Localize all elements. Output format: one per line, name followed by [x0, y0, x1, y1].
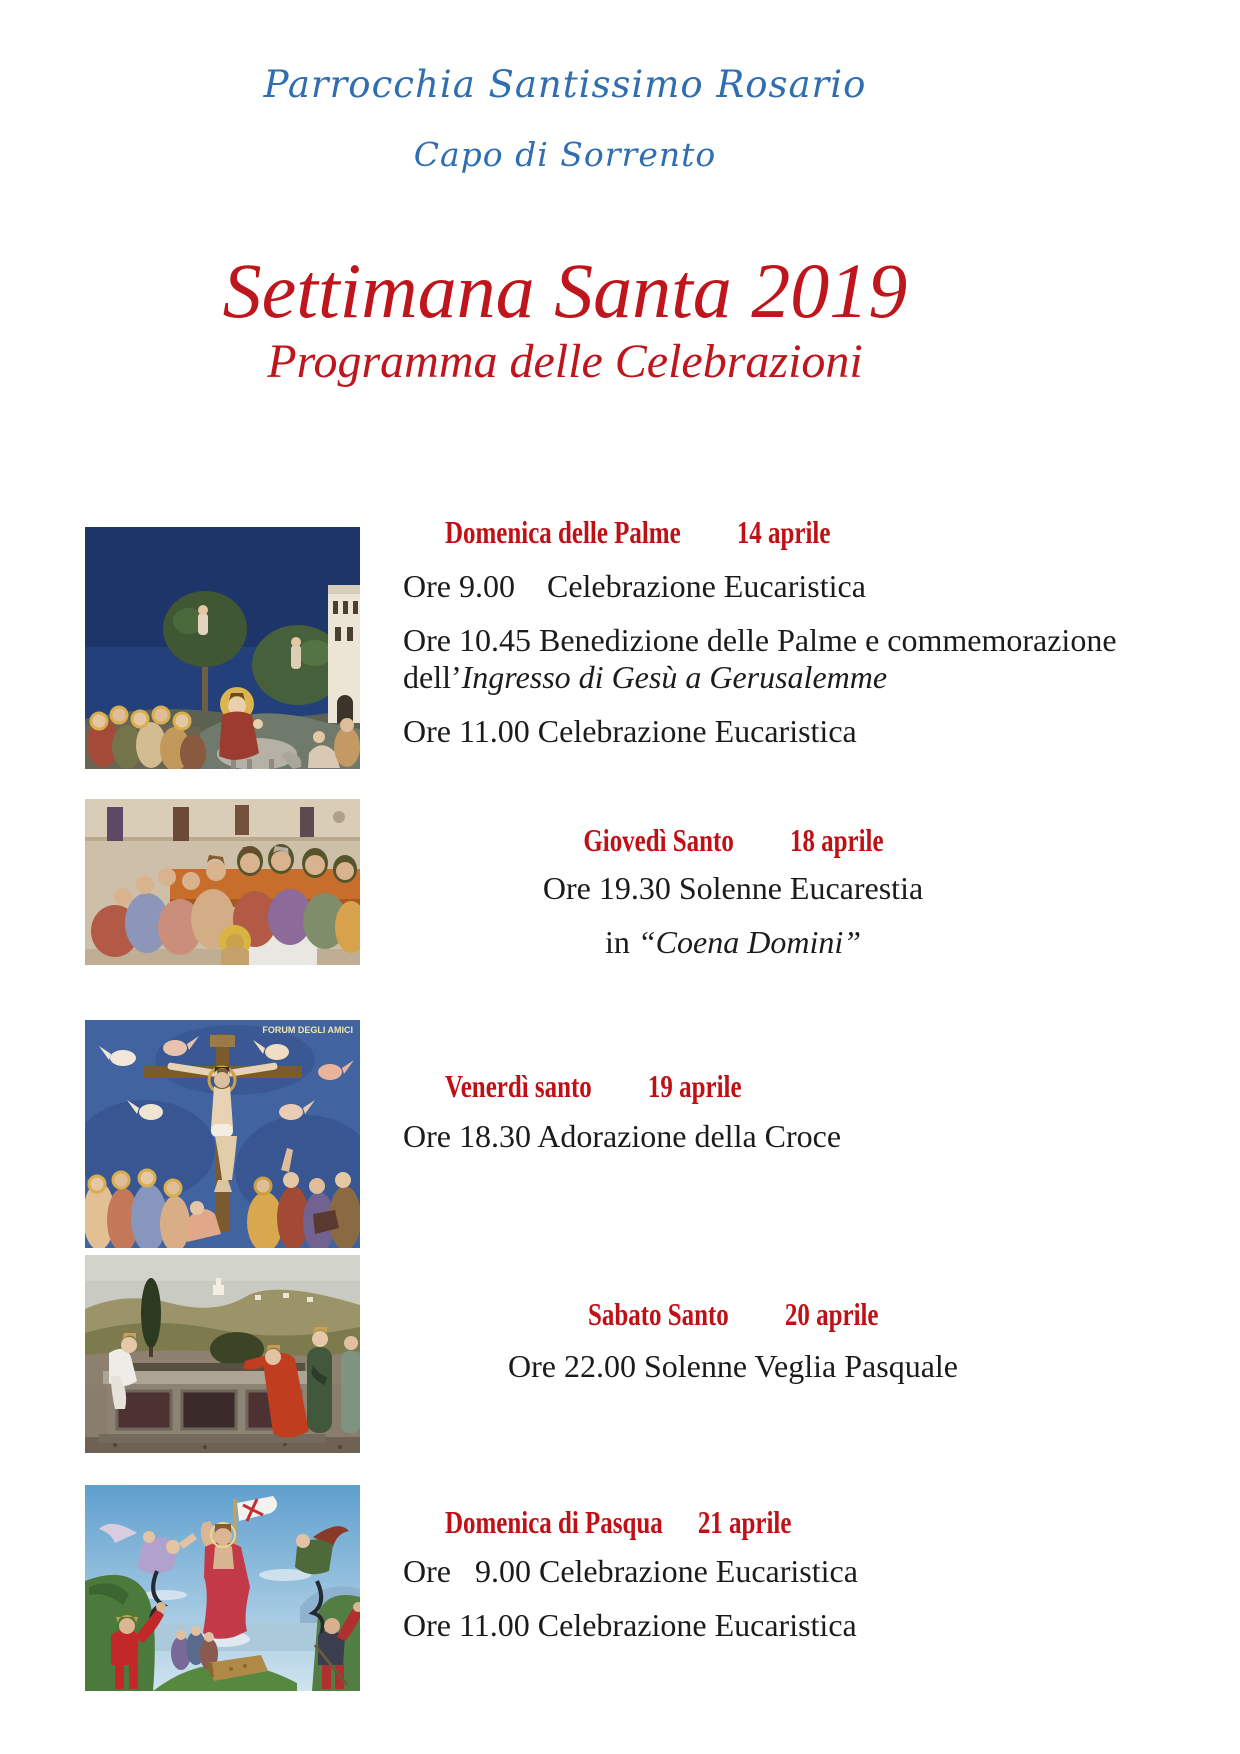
- day-label: Venerdì santo: [445, 1068, 592, 1104]
- schedule-line: in “Coena Domini”: [604, 924, 862, 960]
- page-subtitle: Programma delle Celebrazioni: [267, 335, 863, 388]
- section-body: [403, 1348, 1063, 1385]
- section-body: [403, 568, 1203, 750]
- holy-saturday-image: [85, 1255, 360, 1453]
- page-title: Settimana Santa 2019: [222, 247, 908, 334]
- section-heading: [445, 1064, 1203, 1108]
- schedule-line: Ore 10.45 Benedizione delle Palme e commemorazione dell’Ingresso di Gesù a Gerusalemme: [403, 622, 1125, 695]
- date-label: 20 aprile: [784, 1296, 879, 1332]
- date-label: 14 aprile: [736, 514, 831, 550]
- section-heading: [403, 818, 1063, 862]
- day-label: Domenica di Pasqua: [445, 1504, 663, 1540]
- date-label: 18 aprile: [789, 822, 884, 858]
- schedule-line: Ore 11.00 Celebrazione Eucaristica: [403, 713, 857, 749]
- crucifixion-fresco: [85, 1020, 360, 1248]
- schedule-line: Ore 9.00 Celebrazione Eucaristica: [403, 568, 866, 604]
- easter-sunday-section: [403, 1500, 1203, 1644]
- section-body: [403, 870, 1063, 961]
- schedule-line: Ore 22.00 Solenne Veglia Pasquale: [508, 1348, 958, 1384]
- section-heading: [445, 510, 1203, 554]
- resurrection-painting: [85, 1485, 360, 1691]
- schedule-line: Ore 18.30 Adorazione della Croce: [403, 1118, 842, 1154]
- section-heading: [403, 1292, 1063, 1336]
- palm-sunday-image: [85, 527, 360, 769]
- section-body: [403, 1118, 1203, 1155]
- good-friday-section: [403, 1064, 1203, 1155]
- day-label: Domenica delle Palme: [445, 514, 681, 550]
- schedule-line: Ore 19.30 Solenne Eucarestia: [542, 870, 924, 906]
- image-watermark: FORUM DEGLI AMICI: [262, 1025, 353, 1035]
- holy-saturday-section: [403, 1292, 1063, 1385]
- date-label: 19 aprile: [647, 1068, 742, 1104]
- good-friday-image: [85, 1020, 360, 1248]
- holy-thursday-image: [85, 799, 360, 965]
- last-supper-washing-feet-fresco: [85, 799, 360, 965]
- palm-sunday-section: [403, 510, 1203, 750]
- day-label: Sabato Santo: [587, 1296, 729, 1332]
- entry-into-jerusalem-fresco: [85, 527, 360, 769]
- section-heading: [445, 1500, 1203, 1544]
- parish-place: Capo di Sorrento: [413, 135, 717, 174]
- schedule-line: Ore 11.00 Celebrazione Eucaristica: [403, 1607, 857, 1643]
- date-label: 21 aprile: [697, 1504, 792, 1540]
- section-body: [403, 1553, 1203, 1644]
- women-at-empty-tomb-painting: [85, 1255, 360, 1453]
- schedule-line: Ore 9.00 Celebrazione Eucaristica: [403, 1553, 858, 1589]
- holy-thursday-section: [403, 818, 1063, 961]
- easter-sunday-image: [85, 1485, 360, 1691]
- parish-name: Parrocchia Santissimo Rosario: [263, 63, 867, 106]
- day-label: Giovedì Santo: [582, 822, 734, 858]
